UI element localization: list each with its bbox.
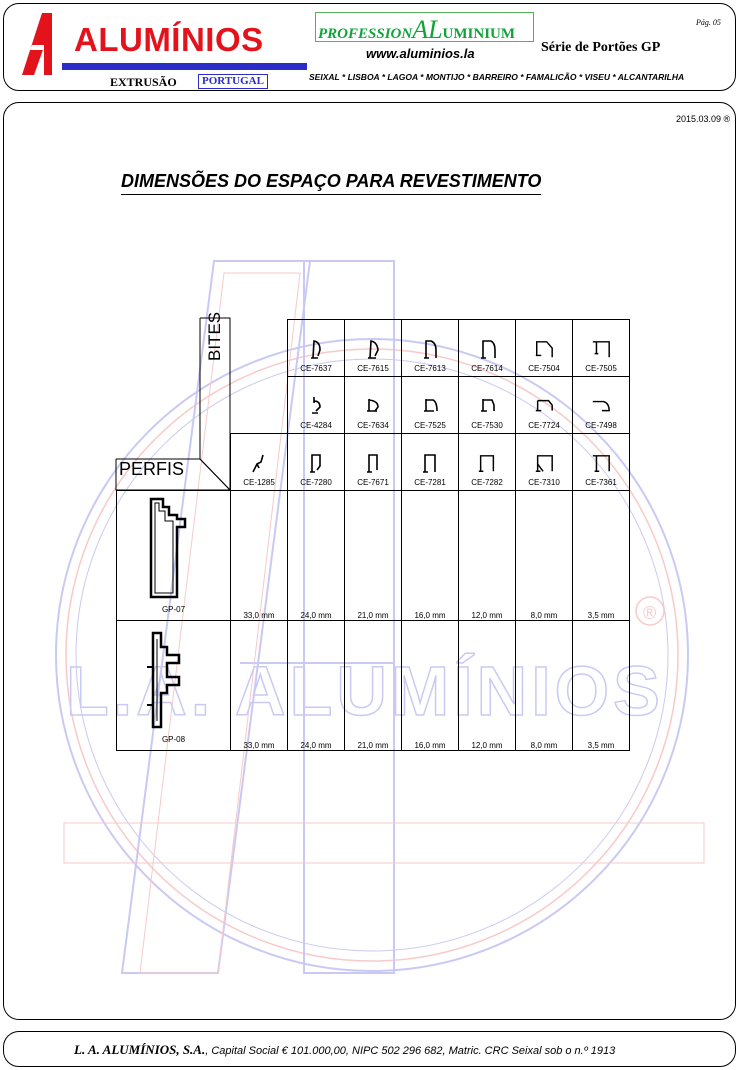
bite-cell: CE-7724 bbox=[516, 377, 573, 434]
dimension-value: 8,0 mm bbox=[516, 491, 573, 621]
gp08-profile-icon bbox=[145, 627, 195, 735]
footer-details: , Capital Social € 101.000,00, NIPC 502 296 682, Matric. CRC Seixal sob o n.º 1913 bbox=[205, 1045, 616, 1057]
main-panel bbox=[3, 102, 736, 1020]
series-title: Série de Portões GP bbox=[541, 40, 661, 55]
bites-row-1 bbox=[117, 320, 630, 377]
bite-profile-icon bbox=[534, 452, 554, 476]
bite-profile-icon bbox=[534, 395, 554, 419]
bite-cell: CE-7530 bbox=[459, 377, 516, 434]
bite-profile-icon bbox=[477, 452, 497, 476]
dimension-value: 33,0 mm bbox=[231, 491, 288, 621]
bite-cell: CE-7615 bbox=[345, 320, 402, 377]
bite-cell: CE-7525 bbox=[402, 377, 459, 434]
page-title: DIMENSÕES DO ESPAÇO PARA REVESTIMENTO bbox=[121, 171, 541, 195]
bite-profile-icon bbox=[363, 452, 383, 476]
dimension-value: 24,0 mm bbox=[288, 621, 345, 751]
dimension-value: 3,5 mm bbox=[573, 491, 630, 621]
bite-cell: CE-7282 bbox=[459, 434, 516, 491]
bite-profile-icon bbox=[477, 395, 497, 419]
document-date: 2015.03.09 ® bbox=[676, 114, 731, 124]
profile-row-gp07 bbox=[117, 491, 630, 621]
page-footer bbox=[3, 1031, 736, 1067]
brand-name: PROFESSIONALUMINIUM bbox=[318, 15, 516, 44]
watermark-text: L.A. ALUMÍNIOS bbox=[66, 652, 664, 730]
bite-cell: CE-7505 bbox=[573, 320, 630, 377]
perfis-label: PERFIS bbox=[119, 459, 185, 479]
bite-profile-icon bbox=[591, 338, 611, 362]
dimension-value: 8,0 mm bbox=[516, 621, 573, 751]
logo-extrusao: EXTRUSÃO bbox=[110, 75, 177, 89]
watermark-mark: ® bbox=[643, 603, 657, 623]
bite-profile-icon bbox=[420, 395, 440, 419]
logo-a-icon bbox=[18, 12, 78, 84]
bite-cell: CE-7671 bbox=[345, 434, 402, 491]
bite-cell: CE-7613 bbox=[402, 320, 459, 377]
bite-profile-icon bbox=[306, 452, 326, 476]
bite-profile-icon bbox=[591, 452, 611, 476]
bite-cell: CE-7310 bbox=[516, 434, 573, 491]
dimension-value: 21,0 mm bbox=[345, 621, 402, 751]
dimension-value: 12,0 mm bbox=[459, 621, 516, 751]
website-link[interactable]: www.aluminios.la bbox=[366, 46, 475, 61]
bite-profile-icon bbox=[591, 395, 611, 419]
company-logo bbox=[18, 12, 298, 89]
page-number: Pág. 05 bbox=[696, 18, 721, 27]
dimension-value: 16,0 mm bbox=[402, 621, 459, 751]
gp07-profile-icon bbox=[145, 497, 195, 605]
bites-label: BITES bbox=[205, 311, 224, 361]
dimension-value: 3,5 mm bbox=[573, 621, 630, 751]
profile-row-gp08 bbox=[117, 621, 630, 751]
bite-profile-icon bbox=[420, 338, 440, 362]
cities-list: SEIXAL * LISBOA * LAGOA * MONTIJO * BARREIRO * FAMALICÃO * VISEU * ALCANTARILHA bbox=[309, 72, 685, 82]
dimension-value: 33,0 mm bbox=[231, 621, 288, 751]
dimension-value: 16,0 mm bbox=[402, 491, 459, 621]
bite-cell: CE-7634 bbox=[345, 377, 402, 434]
bite-profile-icon bbox=[363, 338, 383, 362]
bites-row-2 bbox=[117, 377, 630, 434]
bites-row-3 bbox=[117, 434, 630, 491]
logo-bar bbox=[62, 63, 307, 70]
logo-portugal: PORTUGAL bbox=[198, 74, 268, 89]
bite-cell: CE-7637 bbox=[288, 320, 345, 377]
bite-profile-icon bbox=[306, 338, 326, 362]
footer-text bbox=[74, 1042, 615, 1058]
bite-profile-icon bbox=[249, 452, 269, 476]
bite-profile-icon bbox=[477, 338, 497, 362]
bite-cell: CE-7504 bbox=[516, 320, 573, 377]
bite-cell: CE-7281 bbox=[402, 434, 459, 491]
profile-cell: GP-08 bbox=[117, 621, 231, 751]
bite-cell: CE-4284 bbox=[288, 377, 345, 434]
bite-profile-icon bbox=[534, 338, 554, 362]
dimensions-table bbox=[116, 319, 630, 751]
bite-cell: CE-7498 bbox=[573, 377, 630, 434]
footer-company: L. A. ALUMÍNIOS, S.A. bbox=[74, 1042, 206, 1057]
dimension-value: 12,0 mm bbox=[459, 491, 516, 621]
bite-cell: CE-7280 bbox=[288, 434, 345, 491]
bite-profile-icon bbox=[420, 452, 440, 476]
bite-cell: CE-1285 bbox=[231, 434, 288, 491]
page-header bbox=[3, 3, 736, 91]
dimension-value: 21,0 mm bbox=[345, 491, 402, 621]
bite-cell: CE-7614 bbox=[459, 320, 516, 377]
bite-cell: CE-7361 bbox=[573, 434, 630, 491]
logo-text: ALUMÍNIOS bbox=[74, 21, 264, 58]
brand-box bbox=[315, 12, 534, 42]
dimension-value: 24,0 mm bbox=[288, 491, 345, 621]
profile-cell: GP-07 bbox=[117, 491, 231, 621]
bite-profile-icon bbox=[363, 395, 383, 419]
bite-profile-icon bbox=[306, 395, 326, 419]
